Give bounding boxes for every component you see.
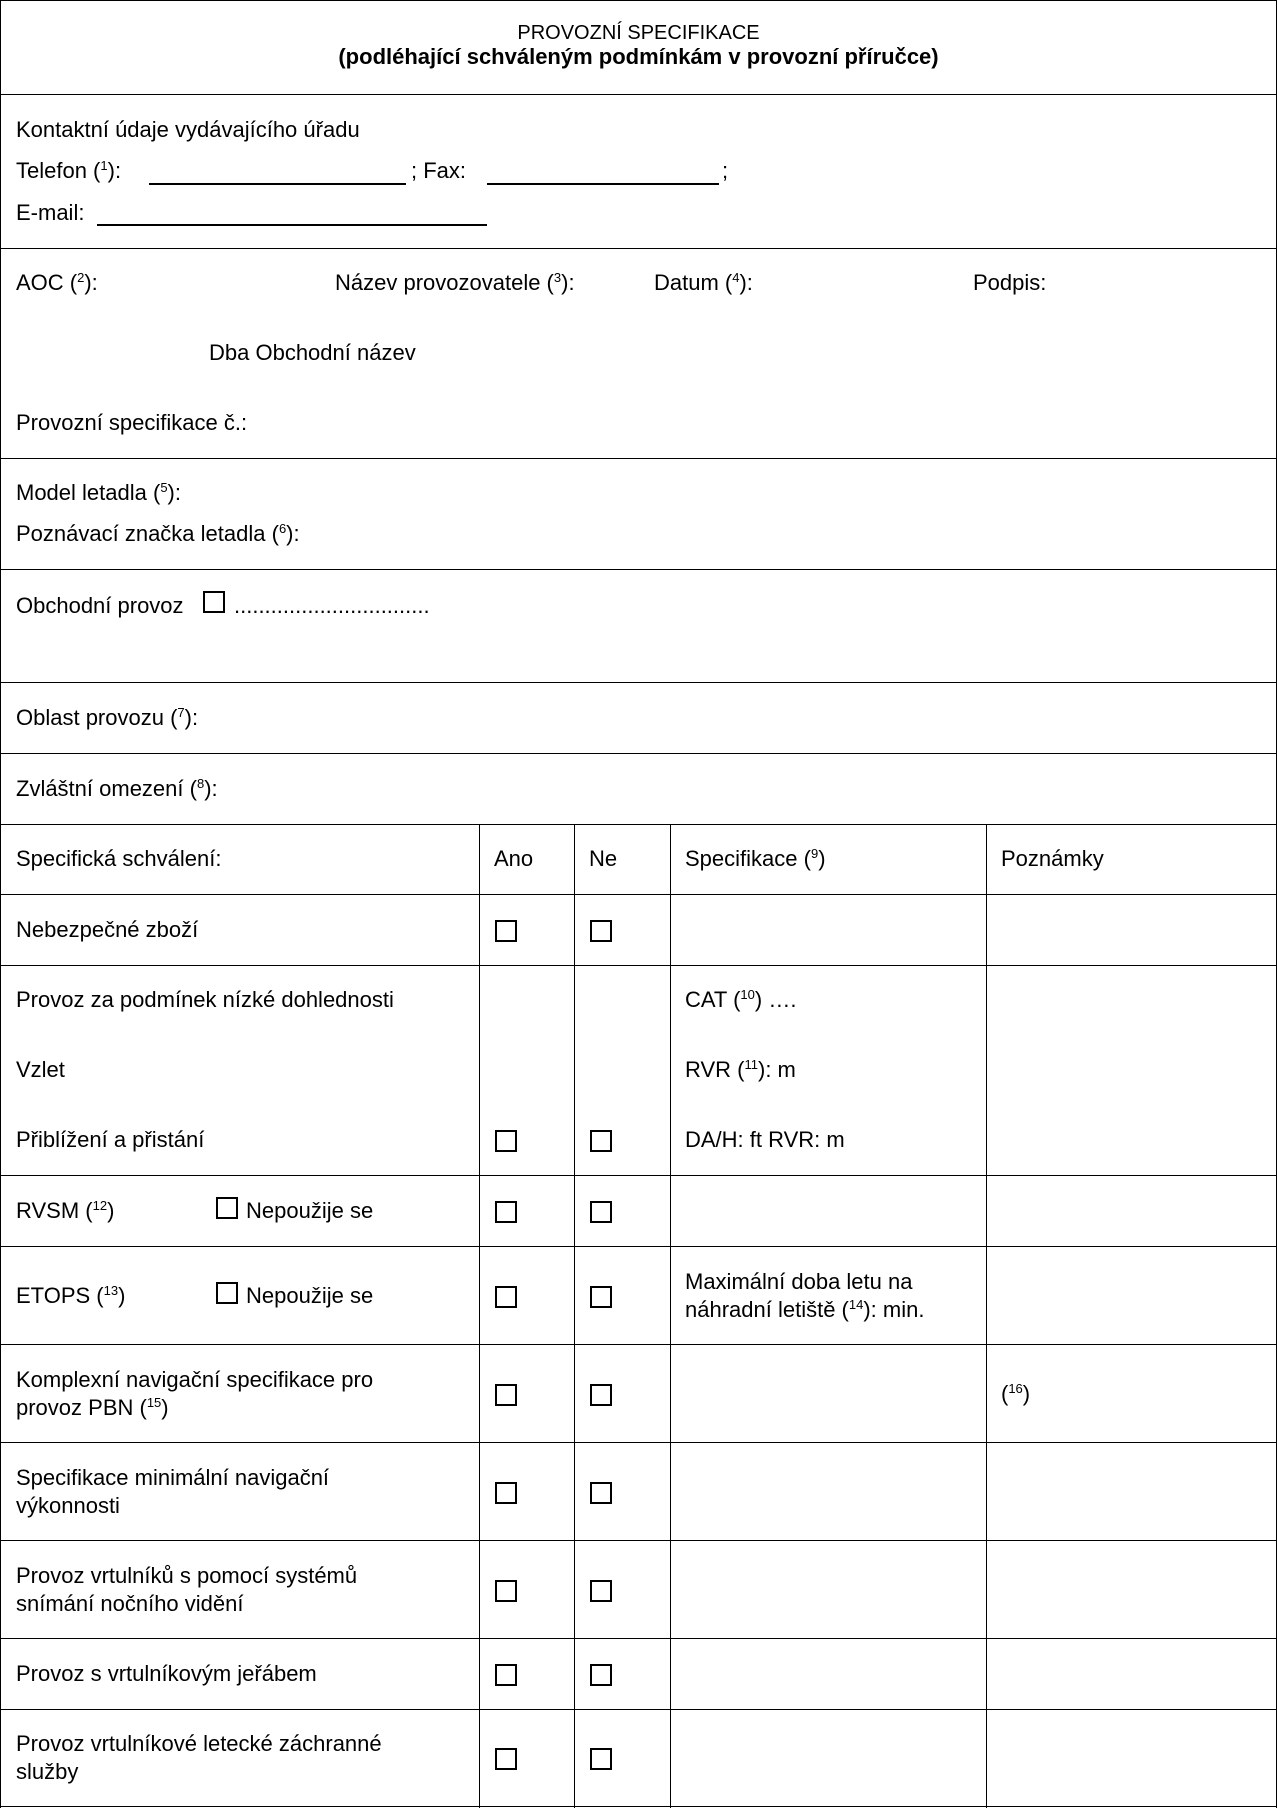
table-header-yes: Ano — [494, 846, 534, 871]
row-label-mnps-line2: výkonnosti — [16, 1493, 120, 1518]
border-top — [0, 0, 1277, 1]
border-left — [0, 0, 1, 1808]
phone-label: Telefon ($^1$): — [16, 158, 122, 183]
contact-heading: Kontaktní údaje vydávajícího úřadu — [16, 117, 360, 142]
divider — [0, 682, 1277, 683]
nvis-yes-checkbox[interactable] — [495, 1580, 517, 1602]
table-row-divider — [0, 1709, 1277, 1710]
border-bottom — [0, 1806, 1277, 1807]
pbn-remark: ($^{16}$) — [1001, 1381, 1031, 1406]
signature-label: Podpis: — [973, 270, 1047, 295]
etops-no-checkbox[interactable] — [590, 1286, 612, 1308]
commercial-operation-label: Obchodní provoz — [16, 593, 184, 618]
page-title: PROVOZNÍ SPECIFIKACE — [517, 22, 760, 44]
pbn-no-checkbox[interactable] — [590, 1384, 612, 1406]
row-label-hoist: Provoz s vrtulníkovým jeřábem — [16, 1661, 317, 1686]
row-label-dangerous-goods: Nebezpečné zboží — [16, 917, 199, 942]
area-of-operation-label: Oblast provozu ($^7$): — [16, 705, 199, 730]
aircraft-model-label: Model letadla ($^5$): — [16, 480, 181, 505]
row-label-hems-line2: služby — [16, 1759, 79, 1784]
fax-label: ; Fax: — [411, 158, 467, 183]
mnps-yes-checkbox[interactable] — [495, 1482, 517, 1504]
divider — [0, 753, 1277, 754]
divider — [0, 458, 1277, 459]
row-label-pbn-line2: provoz PBN ($^{15}$) — [16, 1395, 169, 1420]
table-header-approval: Specifická schválení: — [16, 846, 222, 871]
email-field[interactable] — [97, 224, 487, 226]
aircraft-registration-label: Poznávací značka letadla ($^6$): — [16, 521, 300, 546]
date-label: Datum ($^4$): — [654, 270, 753, 295]
aoc-label: AOC ($^2$): — [16, 270, 98, 295]
dba-label: Dba Obchodní název — [209, 340, 416, 365]
table-column-divider — [986, 824, 987, 1808]
table-column-divider — [479, 824, 480, 1808]
row-label-nvis-line2: snímání nočního vidění — [16, 1591, 244, 1616]
pbn-yes-checkbox[interactable] — [495, 1384, 517, 1406]
table-row-divider — [0, 1246, 1277, 1247]
etops-not-applicable-checkbox[interactable] — [216, 1282, 238, 1304]
spec-number-label: Provozní specifikace č.: — [16, 410, 248, 435]
page-subtitle: (podléhající schváleným podmínkám v provozní příručce) — [338, 44, 939, 69]
rvsm-not-applicable-label: Nepoužije se — [246, 1198, 374, 1223]
row-label-low-visibility: Provoz za podmínek nízké dohlednosti — [16, 987, 394, 1012]
row-label-mnps-line1: Specifikace minimální navigační — [16, 1465, 330, 1490]
hems-yes-checkbox[interactable] — [495, 1748, 517, 1770]
lvo-cat-spec: CAT ($^{10}$) …. — [685, 987, 797, 1012]
table-row-divider — [0, 1175, 1277, 1176]
table-row-divider — [0, 1344, 1277, 1345]
table-header-specification: Specifikace ($^9$) — [685, 846, 826, 871]
table-header-no: Ne — [589, 846, 618, 871]
table-row-divider — [0, 1442, 1277, 1443]
commercial-operation-dots: ................................ — [234, 593, 430, 618]
row-label-takeoff: Vzlet — [16, 1057, 65, 1082]
table-row-divider — [0, 894, 1277, 895]
lvo-no-checkbox[interactable] — [590, 1130, 612, 1152]
row-label-hems-line1: Provoz vrtulníkové letecké záchranné — [16, 1731, 382, 1756]
hoist-no-checkbox[interactable] — [590, 1664, 612, 1686]
rvsm-yes-checkbox[interactable] — [495, 1201, 517, 1223]
etops-spec-line2: náhradní letiště ($^{14}$): min. — [685, 1297, 925, 1322]
mnps-no-checkbox[interactable] — [590, 1482, 612, 1504]
table-row-divider — [0, 1638, 1277, 1639]
etops-spec-line1: Maximální doba letu na — [685, 1269, 913, 1294]
lvo-yes-checkbox[interactable] — [495, 1130, 517, 1152]
rvsm-not-applicable-checkbox[interactable] — [216, 1197, 238, 1219]
operator-name-label: Název provozovatele ($^3$): — [335, 270, 575, 295]
hoist-yes-checkbox[interactable] — [495, 1664, 517, 1686]
row-label-etops: ETOPS ($^{13}$) — [16, 1283, 126, 1308]
table-row-divider — [0, 965, 1277, 966]
divider — [0, 569, 1277, 570]
table-column-divider — [574, 824, 575, 1808]
fax-terminator: ; — [722, 158, 729, 183]
lvo-rvr-spec: RVR ($^{11}$): m — [685, 1057, 796, 1082]
dangerous-goods-no-checkbox[interactable] — [590, 920, 612, 942]
table-row-divider — [0, 1540, 1277, 1541]
etops-yes-checkbox[interactable] — [495, 1286, 517, 1308]
rvsm-no-checkbox[interactable] — [590, 1201, 612, 1223]
phone-field[interactable] — [149, 183, 406, 185]
fax-field[interactable] — [487, 183, 719, 185]
hems-no-checkbox[interactable] — [590, 1748, 612, 1770]
divider — [0, 824, 1277, 825]
nvis-no-checkbox[interactable] — [590, 1580, 612, 1602]
table-column-divider — [670, 824, 671, 1808]
dangerous-goods-yes-checkbox[interactable] — [495, 920, 517, 942]
divider — [0, 248, 1277, 249]
commercial-operation-checkbox[interactable] — [203, 591, 225, 613]
lvo-dah-spec: DA/H: ft RVR: m — [685, 1127, 845, 1152]
row-label-nvis-line1: Provoz vrtulníků s pomocí systémů — [16, 1563, 358, 1588]
row-label-rvsm: RVSM ($^{12}$) — [16, 1198, 115, 1223]
etops-not-applicable-label: Nepoužije se — [246, 1283, 374, 1308]
divider — [0, 94, 1277, 95]
table-header-remarks: Poznámky — [1001, 846, 1104, 871]
special-limitations-label: Zvláštní omezení ($^8$): — [16, 776, 218, 801]
row-label-approach-landing: Přiblížení a přistání — [16, 1127, 205, 1152]
email-label: E-mail: — [16, 200, 85, 225]
row-label-pbn-line1: Komplexní navigační specifikace pro — [16, 1367, 374, 1392]
